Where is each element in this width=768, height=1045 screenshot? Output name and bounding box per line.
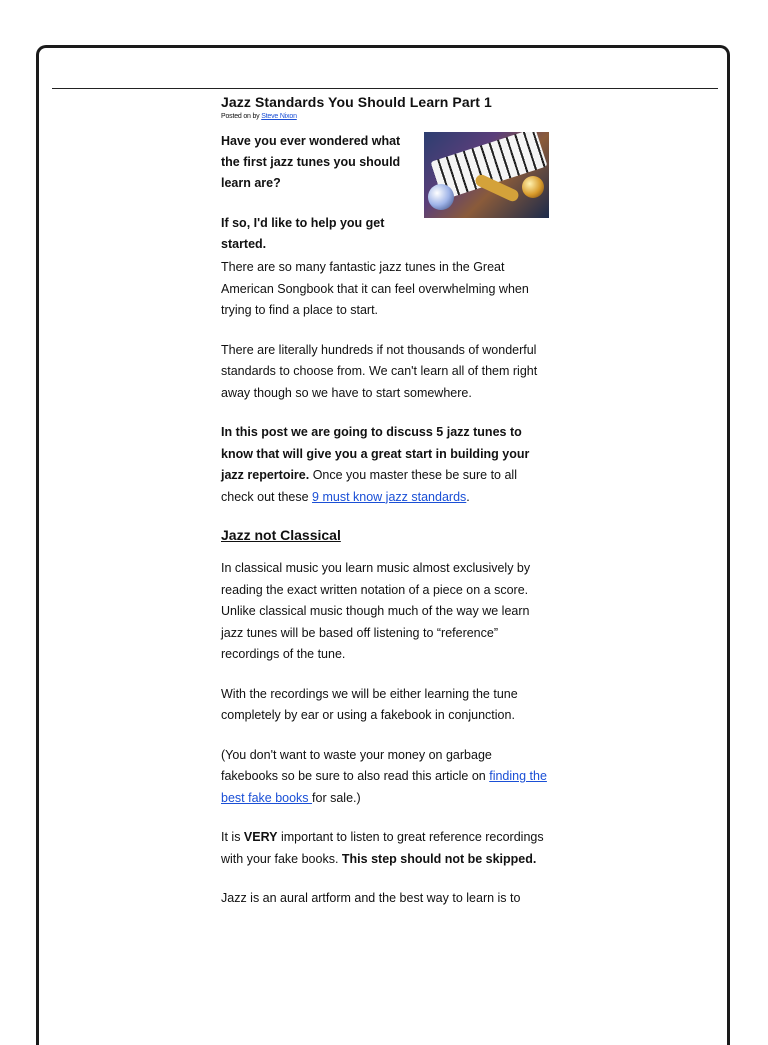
- article-title: Jazz Standards You Should Learn Part 1: [221, 94, 492, 110]
- best-fake-books-link[interactable]: finding the best fake books: [221, 769, 547, 805]
- byline: [221, 112, 551, 121]
- orb-graphic-right: [522, 176, 544, 198]
- article-body: [221, 257, 551, 910]
- paragraph-6-end: for sale.): [312, 790, 361, 805]
- paragraph-3-end: .: [466, 489, 470, 504]
- byline-prefix: Posted on by: [221, 113, 262, 120]
- paragraph-7: [221, 827, 551, 870]
- paragraph-8: Jazz is an aural artform and the best way to learn is to: [221, 891, 521, 905]
- intro-question: Have you ever wondered what the first jazz tunes you should learn are?: [221, 134, 401, 190]
- orb-graphic-left: [428, 184, 454, 210]
- paragraph-1: There are so many fantastic jazz tunes in the Great American Songbook that it can feel overwhelming when trying to find a place to start.: [221, 260, 529, 317]
- author-link[interactable]: Steve Nixon: [261, 113, 297, 120]
- intro-offer: If so, I'd like to help you get started.: [221, 216, 385, 251]
- paragraph-5: With the recordings we will be either learning the tune completely by ear or using a fakebook in conjunction.: [221, 686, 518, 722]
- paragraph-3-bold: In this post we are going to discuss 5 jazz tunes to know that will give you a great start in building your jazz repertoire.: [221, 425, 530, 482]
- header-divider: [52, 88, 718, 89]
- paragraph-3: [221, 422, 551, 508]
- paragraph-3-text: Once you master these be sure to all check out these: [221, 468, 517, 504]
- paragraph-7-mid: important to listen to great reference recordings with your fake books.: [221, 830, 544, 866]
- must-know-standards-link[interactable]: 9 must know jazz standards: [312, 489, 467, 504]
- intro-section: [221, 131, 551, 257]
- hero-image: [424, 132, 549, 218]
- paragraph-6: [221, 745, 551, 810]
- paragraph-2: There are literally hundreds if not thousands of wonderful standards to choose from. We can't learn all of them right away though so we have to start somewhere.: [221, 342, 538, 400]
- paragraph-4: In classical music you learn music almost exclusively by reading the exact written notation of a piece on a score. Unlike classical music though much of the way we learn jazz tunes will be based off listening to “reference” recordings of the tune.: [221, 561, 531, 661]
- paragraph-7-emphasis: VERY: [243, 830, 278, 844]
- paragraph-7-bold: This step should not be skipped.: [341, 851, 537, 866]
- paragraph-7-start: It is: [221, 830, 244, 844]
- paragraph-6-start: (You don't want to waste your money on garbage fakebooks so be sure to also read this article on: [221, 747, 492, 783]
- article: [221, 94, 551, 928]
- section-heading-jazz-not-classical: Jazz not Classical: [221, 527, 341, 543]
- intro-text: [221, 131, 411, 255]
